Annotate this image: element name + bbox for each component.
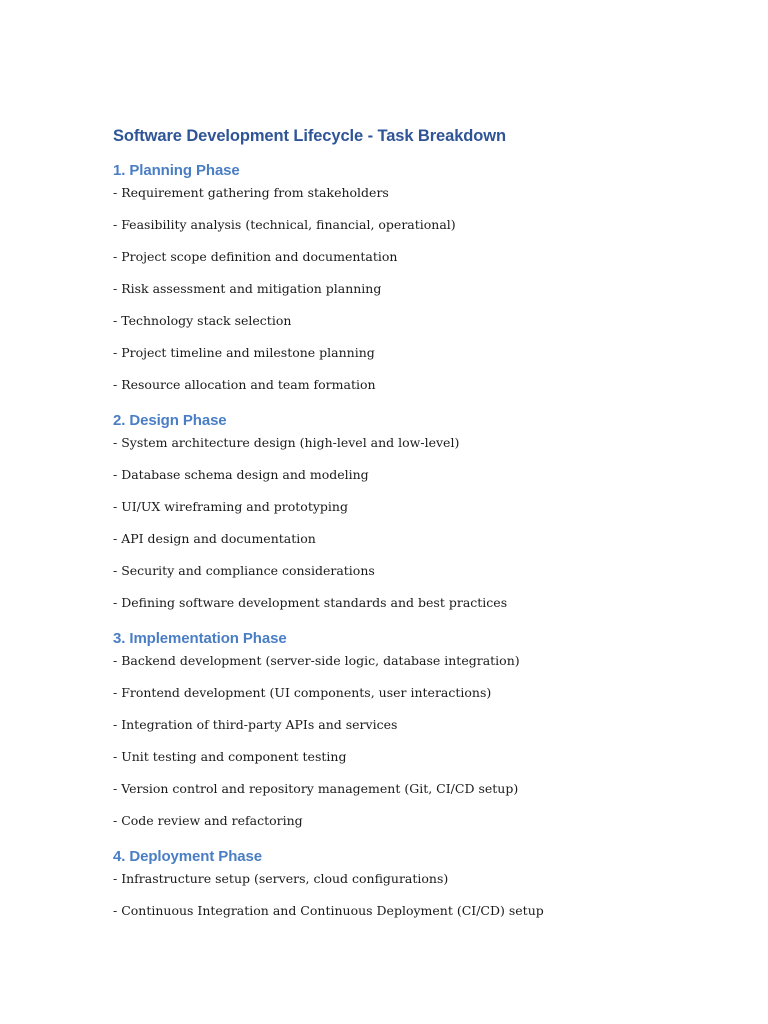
task-item: - Version control and repository management (Git, CI/CD setup) <box>113 781 519 796</box>
section-implementation <box>113 628 713 842</box>
task-list <box>113 182 713 406</box>
section-heading: 4. Deployment Phase <box>113 848 262 865</box>
task-item: - UI/UX wireframing and prototyping <box>113 499 348 514</box>
task-item: - Feasibility analysis (technical, financial, operational) <box>113 217 456 232</box>
task-item: - Requirement gathering from stakeholders <box>113 185 389 200</box>
task-list <box>113 650 713 842</box>
task-item: - Backend development (server-side logic, database integration) <box>113 653 520 668</box>
task-item: - Infrastructure setup (servers, cloud configurations) <box>113 871 449 886</box>
task-item: - Database schema design and modeling <box>113 467 369 482</box>
task-item: - Code review and refactoring <box>113 813 303 828</box>
task-item: - Technology stack selection <box>113 313 292 328</box>
task-item: - API design and documentation <box>113 531 316 546</box>
task-item: - Defining software development standards and best practices <box>113 595 508 610</box>
section-design <box>113 410 713 624</box>
task-item: - Project timeline and milestone planning <box>113 345 375 360</box>
section-heading: 1. Planning Phase <box>113 162 240 179</box>
section-planning <box>113 160 713 406</box>
task-item: - System architecture design (high-level and low-level) <box>113 435 460 450</box>
task-item: - Project scope definition and documentation <box>113 249 398 264</box>
document-title: Software Development Lifecycle - Task Breakdown <box>113 127 506 145</box>
task-item: - Frontend development (UI components, user interactions) <box>113 685 492 700</box>
task-item: - Continuous Integration and Continuous Deployment (CI/CD) setup <box>113 903 544 918</box>
task-item: - Integration of third-party APIs and services <box>113 717 398 732</box>
task-item: - Unit testing and component testing <box>113 749 347 764</box>
document-page <box>113 122 713 932</box>
task-list <box>113 868 713 932</box>
task-item: - Risk assessment and mitigation planning <box>113 281 382 296</box>
section-heading: 2. Design Phase <box>113 412 227 429</box>
section-deployment <box>113 846 713 932</box>
task-item: - Security and compliance considerations <box>113 563 375 578</box>
task-list <box>113 432 713 624</box>
task-item: - Resource allocation and team formation <box>113 377 376 392</box>
section-heading: 3. Implementation Phase <box>113 630 287 647</box>
